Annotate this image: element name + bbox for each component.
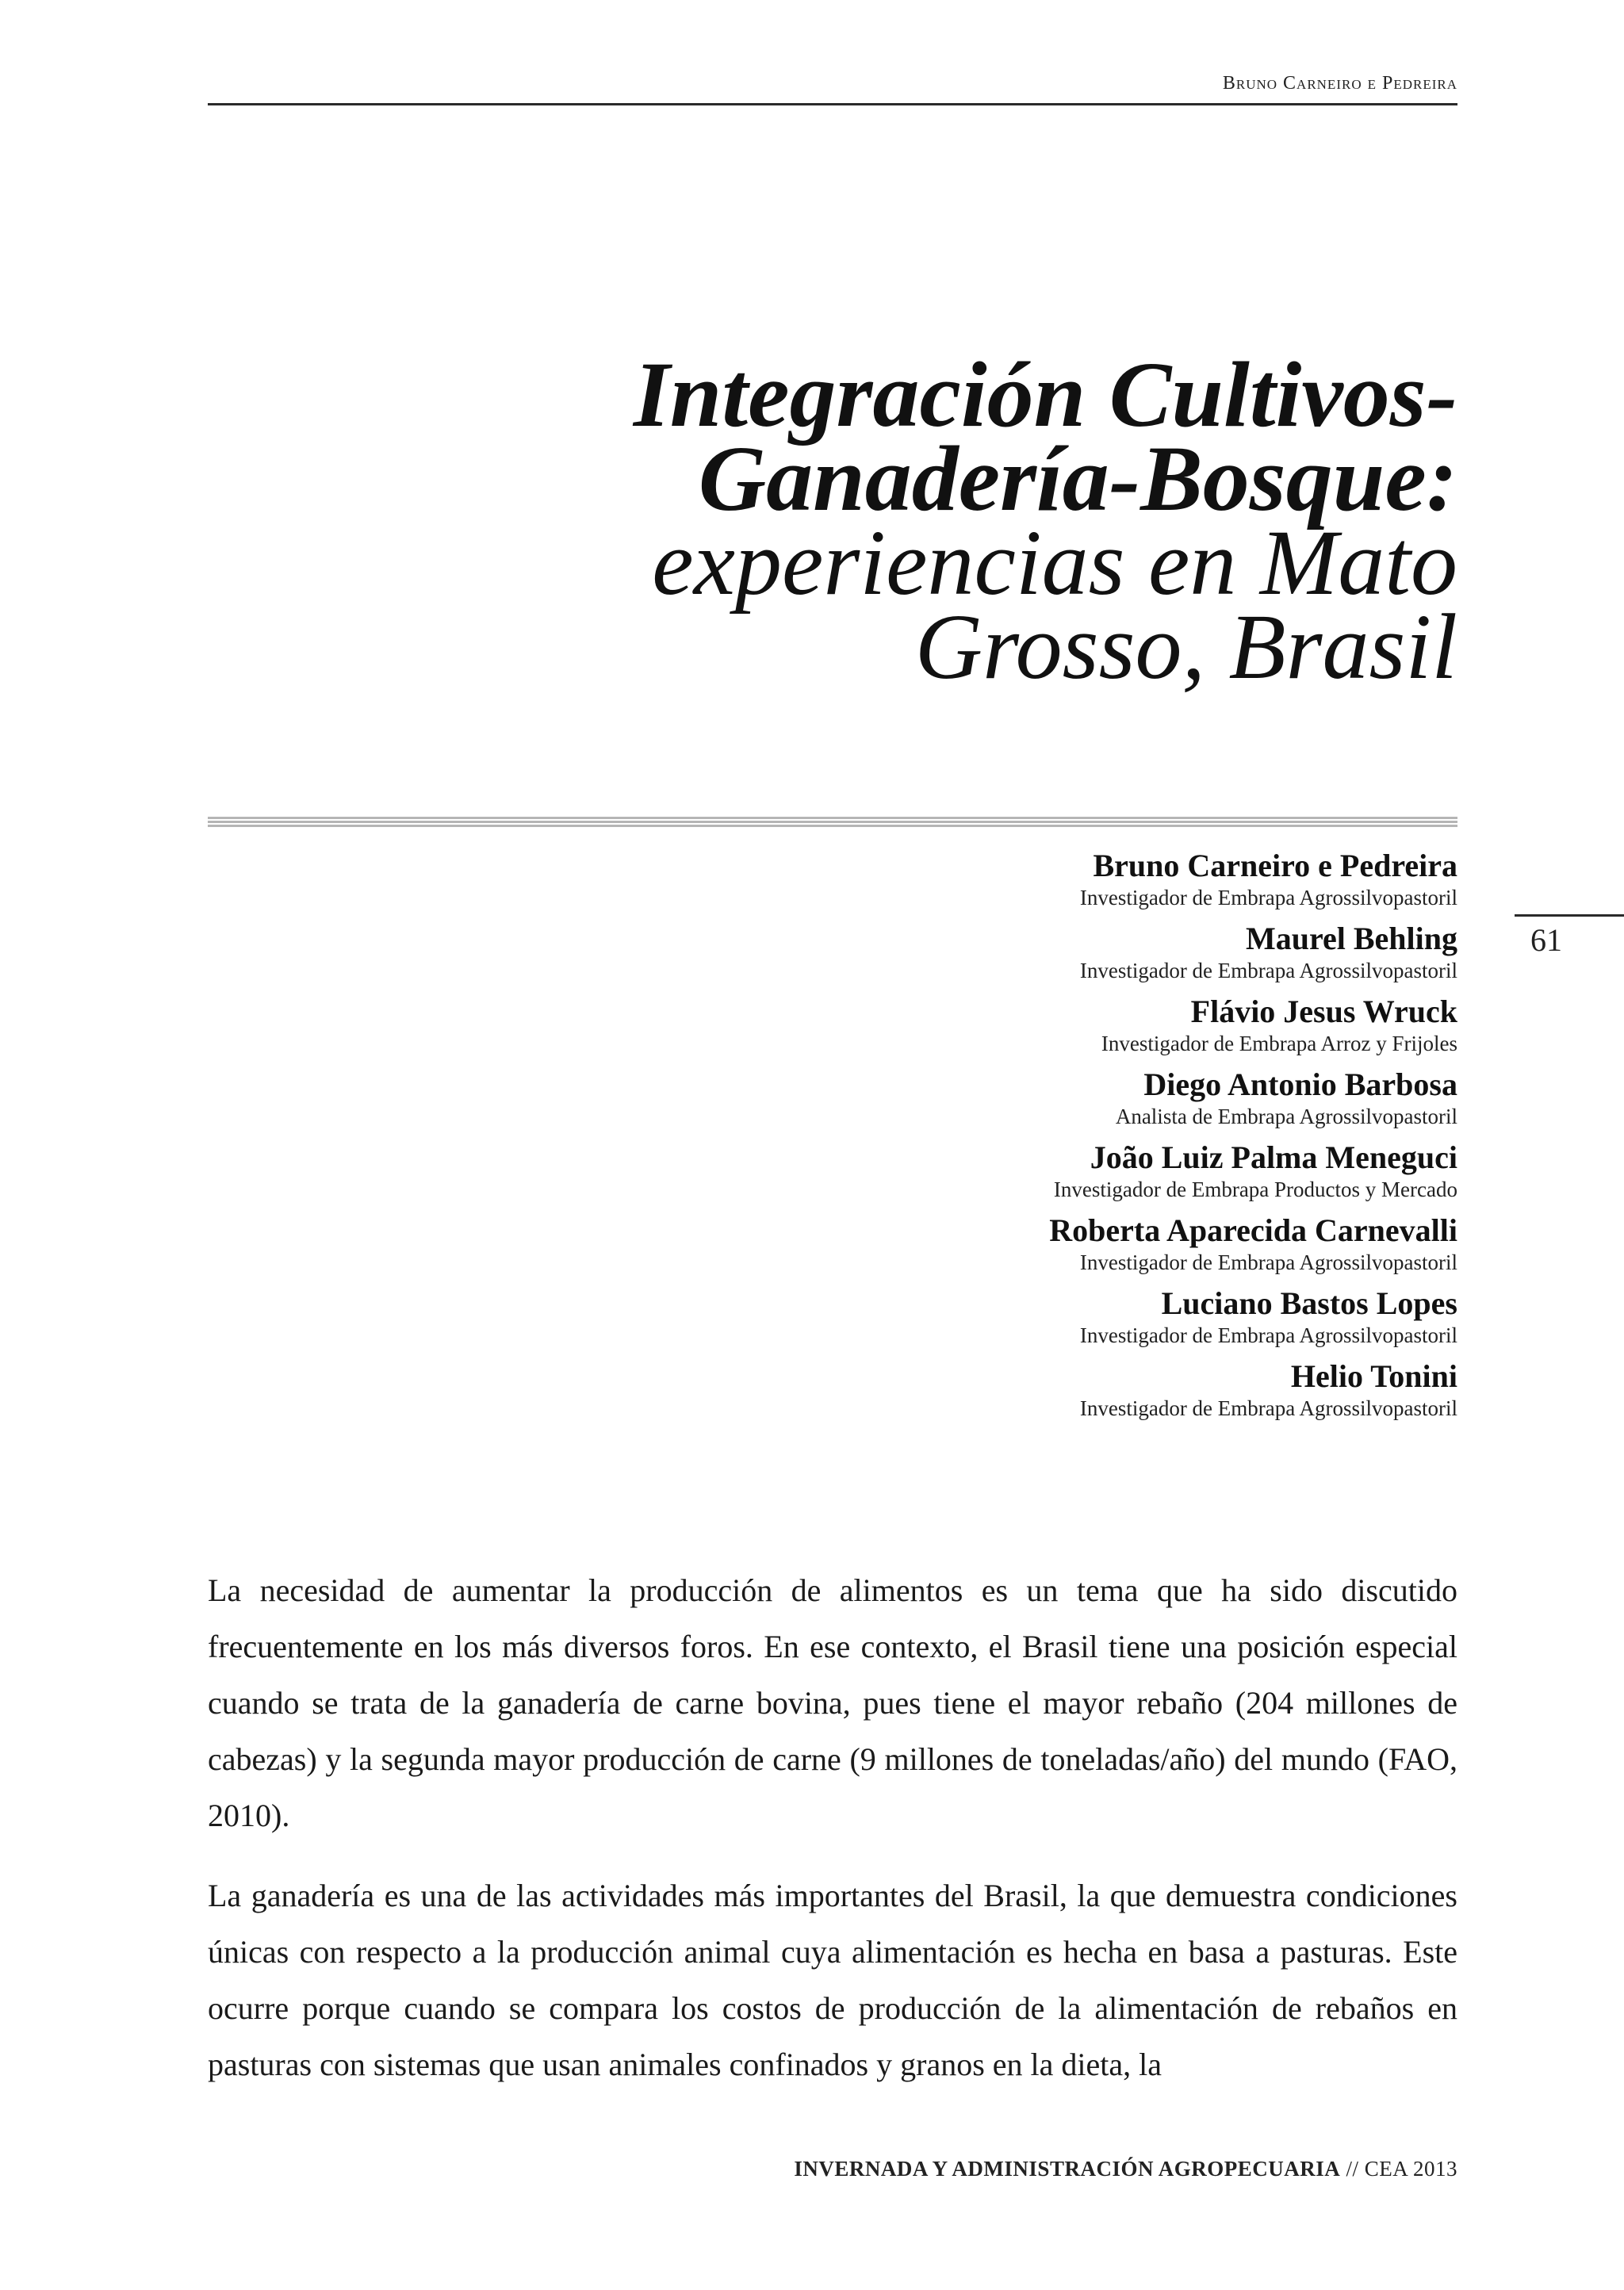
title-line-2: Ganadería-Bosque: [698,427,1457,530]
author-entry [665,1285,1457,1348]
author-name: Bruno Carneiro e Pedreira [1093,848,1457,883]
title-line-4: Grosso, Brasil [914,595,1457,699]
author-entry [665,1066,1457,1129]
article-title [427,343,1457,699]
author-affiliation: Investigador de Embrapa Agrossilvopastoril [1079,1250,1457,1274]
author-affiliation: Investigador de Embrapa Agrossilvopastoril [1079,1396,1457,1420]
author-entry [665,1212,1457,1275]
title-line-3: experiencias en Mato [652,511,1457,615]
author-affiliation: Investigador de Embrapa Agrossilvopastoril [1079,959,1457,982]
page-footer [794,2157,1457,2181]
body-paragraph-2: La ganadería es una de las actividades más importantes del Brasil, la que demuestra condiciones únicas con respecto a la producción animal cuya alimentación es hecha en basa a pasturas. Este ocurre porque cuando se compara los costos de producción de la alimentación de rebaños en pasturas con sistemas que usan animales confinados y granos en la dieta, la [208,1878,1457,2082]
author-name: João Luiz Palma Meneguci [1090,1139,1457,1175]
author-name: Flávio Jesus Wruck [1190,994,1457,1029]
author-list [665,847,1457,1430]
author-entry [665,1358,1457,1421]
author-entry [665,1139,1457,1202]
running-header-author: Bruno Carneiro e Pedreira [1222,73,1457,94]
author-affiliation: Investigador de Embrapa Arroz y Frijoles [1101,1032,1457,1055]
author-entry [665,920,1457,983]
running-header [208,68,1457,105]
author-entry [665,993,1457,1056]
author-affiliation: Investigador de Embrapa Productos y Mercado [1053,1178,1457,1201]
author-name: Luciano Bastos Lopes [1161,1285,1457,1321]
author-name: Helio Tonini [1290,1358,1457,1394]
title-line-1: Integración Cultivos- [633,343,1457,446]
footer-separator: // [1340,2157,1365,2181]
body-text [208,1562,1457,2116]
footer-publication: INVERNADA Y ADMINISTRACIÓN AGROPECUARIA [794,2157,1341,2181]
author-affiliation: Analista de Embrapa Agrossilvopastoril [1115,1105,1457,1128]
author-name: Maurel Behling [1245,921,1457,956]
author-affiliation: Investigador de Embrapa Agrossilvopastoril [1079,1323,1457,1347]
footer-edition: CEA 2013 [1364,2157,1457,2181]
page-number-marker [1515,914,1624,958]
page-number: 61 [1530,922,1562,958]
author-affiliation: Investigador de Embrapa Agrossilvopastoril [1079,886,1457,909]
body-paragraph-1: La necesidad de aumentar la producción de alimentos es un tema que ha sido discutido frecuentemente en los más diversos foros. En ese contexto, el Brasil tiene una posición especial cuando se trata de la ganadería de carne bovina, pues tiene el mayor rebaño (204 millones de cabezas) y la segunda mayor producción de carne (9 millones de toneladas/año) del mundo (FAO, 2010). [208,1572,1457,1833]
author-name: Roberta Aparecida Carnevalli [1049,1212,1457,1248]
author-entry [665,847,1457,910]
author-name: Diego Antonio Barbosa [1143,1066,1457,1102]
title-divider [208,817,1457,828]
